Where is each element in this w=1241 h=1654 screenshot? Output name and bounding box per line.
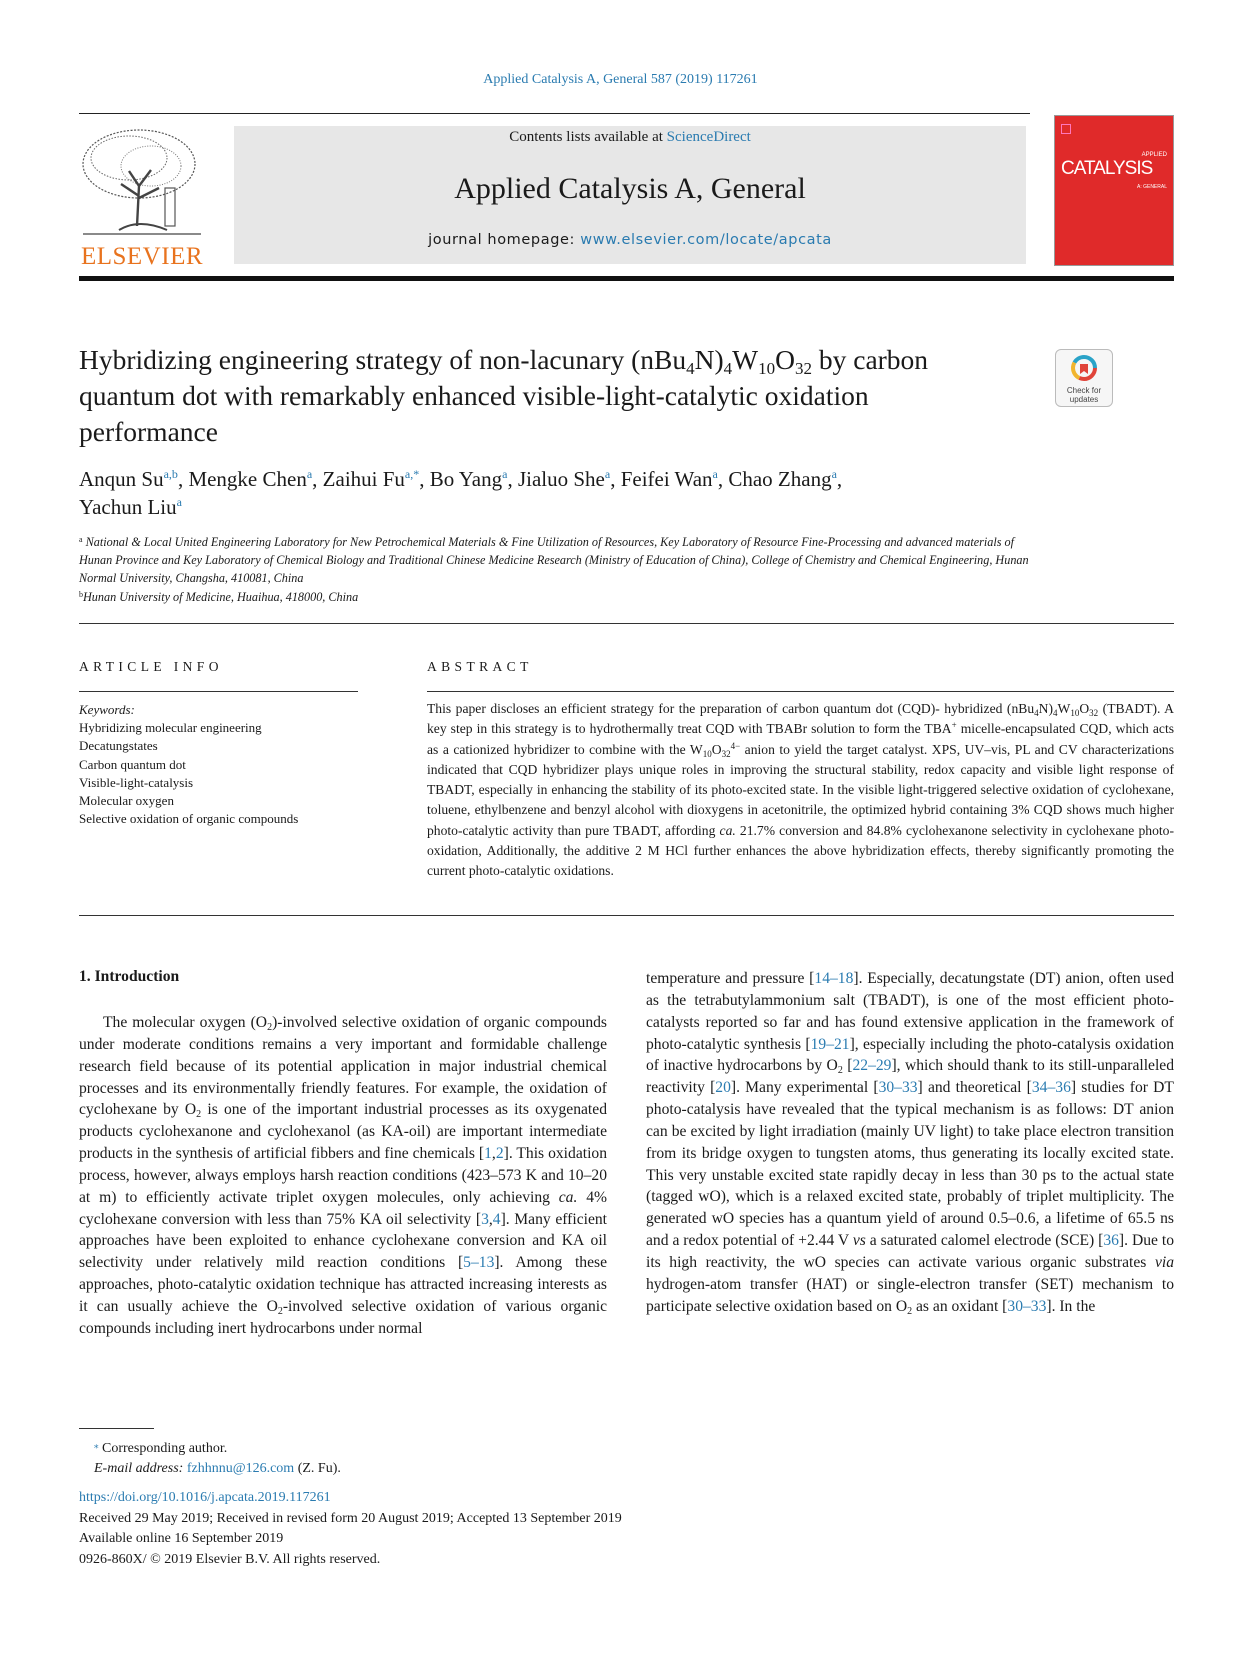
journal-cover[interactable] — [1054, 115, 1174, 266]
journal-masthead — [234, 126, 1026, 264]
affiliations — [79, 533, 1039, 606]
contents-prefix: Contents lists available at — [509, 129, 667, 145]
elsevier-logo — [79, 126, 205, 270]
reference-link[interactable]: 4 — [492, 1210, 501, 1228]
check-updates-label: Check for updates — [1066, 386, 1102, 404]
introduction-right-column: temperature and pressure [14–18]. Especially, decatungstate (DT) anion, often used as the tetrabutylammonium salt (TBADT), is one of the most efficient photo-catalysts reported so far and has found extensive application in the framework of photo-catalytic synthesis [19–21], especially including the photo-catalysis oxidation of inactive hydrocarbons by $O_2$ [22–29], which should thank to its still-unparalleled reactivity [20]. Many experimental [30–33] and theoretical [34–36] studies for DT photo-catalysis have revealed that the typical mechanism is as follows: DT anion can be excited by light irradiation (mainly UV light) to take place electron transition from its bridge oxygen to tungsten atoms, thus generating its locally excited state. This very unstable excited state rapidly decay in less than 30 ps to the actual state (tagged wO), which is a relaxed excited state, probably of triplet multiplicity. The generated wO species has a quantum yield of around 0.5–0.6, a lifetime of 65.5 ns and a redox potential of +2.44 V vs a saturated calomel electrode (SCE) [36]. Due to its high reactivity, the wO species can activate various organic substrates via hydrogen-atom transfer (HAT) or single-electron transfer (SET) mechanism to participate selective oxidation based on $O_2$ as an oxidant [30–33]. In the — [646, 970, 1175, 1317]
cover-mark-icon — [1061, 124, 1071, 134]
introduction-heading: 1. Introduction — [79, 968, 180, 985]
abstract-heading: ABSTRACT — [427, 659, 533, 674]
reference-link[interactable]: 34–36 — [1031, 1079, 1071, 1097]
keyword: Carbon quantum dot — [79, 756, 186, 772]
corresponding-author-note: ⁎ Corresponding author. — [94, 1440, 228, 1456]
check-for-updates-button[interactable] — [1055, 349, 1113, 407]
cover-small-label: APPLIED — [1141, 152, 1167, 158]
keyword: Selective oxidation of organic compounds — [79, 811, 299, 827]
footnote-rule — [79, 1428, 154, 1429]
email-line: E-mail address: fzhhnnu@126.com (Z. Fu). — [94, 1461, 341, 1476]
article-info-heading: ARTICLE INFO — [79, 659, 223, 674]
elsevier-tree-icon — [79, 126, 205, 238]
journal-citation-link[interactable]: Applied Catalysis A, General 587 (2019) 117261 — [483, 72, 758, 87]
author[interactable]: Zaihui $Fu^{a,*}$ — [322, 467, 420, 491]
homepage-prefix: journal homepage: — [428, 232, 581, 248]
affiliation: $^b$Hunan University of Medicine, Huaihua, 418000, China — [79, 589, 359, 604]
reference-link[interactable]: 22–29 — [852, 1057, 892, 1075]
author[interactable]: Mengke Chen$^a$ — [188, 467, 313, 491]
keyword: Visible-light-catalysis — [79, 774, 194, 790]
doi-link[interactable]: https://doi.org/10.1016/j.apcata.2019.117261 — [79, 1490, 331, 1505]
author[interactable]: Anqun Su$^{a,b}$ — [79, 467, 178, 491]
journal-title: Applied Catalysis A, General — [454, 172, 806, 205]
introduction-left-column: The molecular oxygen $(O_2)$-involved selective oxidation of organic compounds under moderate conditions remains a very important and formidable challenge research field because of its potential application in major industrial chemical processes and its environmentally friendly features. For example, the oxidation of cyclohexane by $O_2$ is one of the important industrial processes as its oxygenated products cyclohexanone and cyclohexanol (as KA-oil) are important intermediate products in the synthesis of artificial fibbers and fine chemicals [1,2]. This oxidation process, however, always employs harsh reaction conditions (423–573 K and 10–20 at m) to efficiently activate triplet oxygen molecules, only achieving ca. 4% cyclohexane conversion with less than 75% KA oil selectivity [3,4]. Many efficient approaches have been exploited to enhance cyclohexane conversion and KA oil selectivity under relatively mild reaction conditions [5–13]. Among these approaches, photo-catalytic oxidation technique has attracted increasing interests as it can usually achieve the $O_2$-involved selective oxidation of various organic compounds including inert hydrocarbons under normal — [79, 1014, 608, 1337]
reference-link[interactable]: 14–18 — [814, 970, 854, 987]
reference-link[interactable]: 3 — [481, 1210, 489, 1228]
article-info-rule — [79, 691, 358, 692]
keyword: Decatungstates — [79, 738, 158, 754]
author-list: Anqun Su$^{a,b}$, Mengke Chen$^a$, Zaihui $Fu^{a,*}$, Bo Yang$^a$, Jialuo She$^a$, Feifei Wan$^a$, Chao Zhang$^a$, Yachun Liu$^a$ — [79, 467, 843, 519]
received-dates: Received 29 May 2019; Received in revised form 20 August 2019; Accepted 13 September 2019 — [79, 1510, 622, 1526]
sciencedirect-link[interactable]: ScienceDirect — [666, 129, 751, 145]
check-updates-icon — [1071, 355, 1097, 381]
abstract-rule — [427, 691, 1174, 692]
reference-link[interactable]: 20 — [715, 1079, 731, 1097]
homepage-line — [234, 232, 1026, 248]
article-meta — [79, 1488, 622, 1570]
masthead-bottom-rule — [79, 276, 1174, 281]
author[interactable]: Jialuo She$^a$ — [517, 467, 611, 491]
author[interactable]: Yachun Liu$^a$ — [79, 495, 182, 519]
cover-subtitle: A: GENERAL — [1136, 184, 1167, 190]
contents-line — [234, 129, 1026, 146]
publisher-name: ELSEVIER — [80, 243, 204, 270]
affiliation: $^a$ National & Local United Engineering Laboratory for New Petrochemical Materials & Fine Utilization of Resources, Key Laboratory of Resource Fine-Processing and advanced materials of Hunan Province and Key Laboratory of Chemical Biology and Traditional Chinese Medicine Research (Ministry of Education of China), College of Chemistry and Chemical Engineering, Hunan Normal University, Changsha, 410081, China — [79, 535, 1029, 586]
keywords-label: Keywords: — [79, 702, 135, 717]
cover-title: CATALYSIS — [1061, 158, 1153, 179]
reference-link[interactable]: 19–21 — [810, 1035, 850, 1053]
keyword: Hybridizing molecular engineering — [79, 720, 262, 736]
article-title: Hybridizing engineering strategy of non-lacunary $(nBu_4N)_4W_{10}O_{32}$ by carbon quantum dot with remarkably enhanced visible-light-catalytic oxidation performance — [79, 344, 929, 447]
reference-link[interactable]: 30–33 — [1007, 1297, 1047, 1315]
author[interactable]: Feifei Wan$^a$ — [620, 467, 718, 491]
homepage-link[interactable]: www.elsevier.com/locate/apcata — [580, 232, 832, 248]
keyword: Molecular oxygen — [79, 793, 174, 809]
keywords-list — [79, 701, 379, 828]
abstract-text: This paper discloses an efficient strategy for the preparation of carbon quantum dot (CQD)- hybridized $(nBu_4N)_4W_{10}O_{32}$ (TBADT). A key step in this strategy is to hydrothermally treat CQD with TBABr solution to form the TBA+ micelle-encapsulated CQD, which acts as a cationized hybridizer to combine with the $W_{10}O_{32}^{4-}$ anion to yield the target catalyst. XPS, UV–vis, PL and CV characterizations indicated that CQD hybridizer plays unique roles in improving the structural stability, redox capacity and visible light response of TBADT, especially in enhancing the stability of its photo-excited state. In the visible light-triggered selective oxidation of cyclohexane, toluene, ethylbenzene and benzyl alcohol with dioxygens in acetonitrile, the optimized hybrid containing 3% CQD shows much higher photo-catalytic activity than pure TBADT, affording ca. 21.7% conversion and 84.8% cyclohexanone selectivity in cyclohexane photo-oxidation, Additionally, the additive 2 M HCl further enhances the above hybridization effects, thereby significantly promoting the current photo-catalytic oxidations. — [427, 701, 1175, 879]
reference-link[interactable]: 5–13 — [463, 1254, 495, 1272]
affiliation-rule — [79, 623, 1174, 624]
reference-link[interactable]: 36 — [1103, 1232, 1119, 1250]
email-link[interactable]: fzhhnnu@126.com — [186, 1461, 295, 1476]
reference-link[interactable]: 2 — [495, 1145, 504, 1163]
footnote — [94, 1435, 341, 1479]
copyright: 0926-860X/ © 2019 Elsevier B.V. All rights reserved. — [79, 1551, 381, 1567]
reference-link[interactable]: 1 — [484, 1145, 492, 1163]
author[interactable]: Chao Zhang$^a$ — [728, 467, 837, 491]
reference-link[interactable]: 30–33 — [878, 1079, 918, 1097]
abstract-bottom-rule — [79, 915, 1174, 916]
available-online: Available online 16 September 2019 — [79, 1531, 284, 1546]
author[interactable]: Bo Yang$^a$ — [429, 467, 508, 491]
header-rule — [79, 113, 1030, 114]
